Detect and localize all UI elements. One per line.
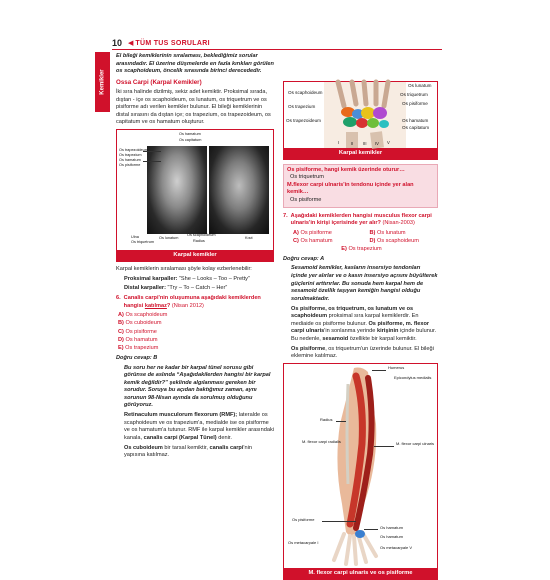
right-column	[283, 53, 438, 580]
hand-bones-illustration	[324, 82, 406, 148]
question-7-answer: Doğru cevap: A	[283, 255, 325, 262]
carpal-description: İki sıra halinde dizilmiş, sekiz adet kemiktir. Proksimal sırada, dıştan - içe os scaphoideum, os lunatum, os triquetrum ve os pisiforme adı verilen kemikler bulunur. El bileği kemiklerinin distal sırasını da dıştan içe; os trapezium, os trapezoideum, os capitatum ve os hamatum oluşturur.	[116, 89, 271, 126]
hand-label-os-capitatum: Os capitatum	[402, 125, 430, 130]
forearm-label-epicondylus: Epicondylus medialis	[394, 375, 432, 381]
intro-paragraph: El bileği kemiklerinin sıralaması, beklediğimiz sorular arasındadır. El üzerine düşmelerde en fazla kırıkları görülen os scaphoideum, öncelik sırasında birinci derecededir.	[116, 53, 274, 75]
header-title: TÜM TUS SORULARI	[135, 39, 210, 47]
hand-label-os-lunatum: Os lunatum	[408, 83, 432, 88]
sesamoid-note: Sesamoid kemikler, kasların insersiyo tendonları içinde yer alırlar ve o kasın insersiyo açısını büyülterek güçlerini arttırırlar. Bu sonuda hem karpal hem de sesamoid özellik taşıyan kemiğin hangisi olduğu sorulmaktadır.	[291, 265, 438, 302]
hand-roman-iv: IV	[375, 141, 379, 146]
page-header	[112, 38, 442, 50]
forearm-label-fcr: M. flexor carpi radialis	[302, 439, 341, 445]
chapter-side-tab-label: Kemikler	[99, 69, 106, 95]
question-6-option-e[interactable]: E) Os trapezium	[118, 345, 159, 352]
hand-roman-i: I	[338, 140, 340, 145]
question-6-option-a[interactable]: A) Os scaphoideum	[118, 312, 168, 319]
question-6-answer: Doğru cevap: B	[116, 354, 158, 361]
mnemonic-distal-label: Distal karpaller:	[124, 285, 166, 292]
hand-image-area	[284, 82, 437, 148]
question-6-number: 6.	[116, 294, 121, 301]
key-facts-box	[283, 164, 438, 208]
question-6-options	[116, 312, 274, 353]
key-fact-q1: Os pisiforme, hangi kemik üzerinde oturur…	[287, 166, 405, 173]
key-fact-a1: Os triquetrum	[290, 174, 324, 181]
question-7-options	[283, 230, 438, 247]
forearm-label-radius: Radius	[320, 417, 333, 423]
xray-image-left	[147, 146, 207, 234]
question-6-option-c[interactable]: C) Os pisiforme	[118, 328, 157, 335]
xray-label-os-capitatum: Os capitatum	[179, 138, 202, 143]
chapter-side-tab	[95, 52, 110, 112]
forearm-figure-caption: M. flexor carpi ulnaris ve os pisiforme	[284, 568, 437, 579]
section-title: Ossa Carpi (Karpal Kemikler)	[116, 78, 202, 86]
xray-label-os-triquetrum: Os triquetrum	[131, 240, 154, 245]
hand-label-os-hamatum: Os hamatum	[402, 118, 429, 123]
pisiforme-location-paragraph: Os pisiforme, os triquetrum'un üzerinde bulunur. El bileği eklemine katılmaz.	[291, 345, 434, 360]
forearm-label-os-hamatum: Os hamatum	[380, 525, 403, 531]
question-6	[116, 295, 274, 310]
key-fact-q2: M.flexor carpi ulnaris'in tendonu içinde yer alan kemik…	[287, 181, 414, 196]
hand-label-os-trapezoideum: Os trapezoideum	[286, 118, 321, 123]
forearm-muscles-illustration	[284, 364, 437, 568]
xray-image-area	[117, 130, 273, 250]
xray-image-right	[209, 146, 269, 234]
cuboideum-paragraph: Os cuboideum bir tarsal kemiktir, canalis carpi'nin yapısına katılmaz.	[124, 444, 252, 459]
hand-figure	[283, 81, 438, 160]
question-6-note: Bu soru her ne kadar bir karpal tünel sorusu gibi görünse de aslında “Aşağıdakilerden hangisi bir karpal kemik değildir?” şeklinde algılanması gereken bir sorudur. Soruya bu açıdan baktığımız zaman, aynı sorunun 98-Nisan ayında da sorulmuş olduğunu görüyoruz.	[124, 364, 271, 409]
hand-label-os-trapezium: Os trapezium	[288, 104, 316, 109]
mnemonic-distal	[116, 285, 274, 293]
question-7-option-e[interactable]: E) Os trapezium	[341, 246, 382, 253]
question-6-text: Canalis carpi'nin oluşumuna aşağıdaki kemiklerden hangisi katılmaz? (Nisan 2012)	[123, 294, 261, 309]
hand-label-os-pisiforme: Os pisiforme	[402, 101, 428, 106]
left-column	[116, 53, 274, 462]
question-7-option-b[interactable]: B) Os lunatum	[369, 229, 406, 236]
xray-label-os-pisiforme: Os pisiforme	[119, 163, 141, 168]
xray-label-os-hamatum-top: Os hamatum	[179, 132, 201, 137]
key-fact-a2: Os pisiforme	[290, 197, 322, 203]
forearm-image-area	[284, 364, 437, 568]
question-7-source: (Nisan-2003)	[382, 220, 415, 227]
question-6-option-d[interactable]: D) Os hamatum	[118, 337, 158, 344]
xray-label-os-trapezoideum: Os trapezoideum	[119, 148, 148, 153]
xray-label-ulna: Ulna	[131, 235, 139, 240]
question-7-option-a[interactable]: A) Os pisiforme	[293, 229, 332, 236]
hand-roman-ii: II	[351, 141, 354, 146]
question-7-option-d[interactable]: D) Os scaphoideum	[369, 237, 419, 244]
page-number: 10	[112, 38, 123, 49]
mnemonic-proximal	[116, 276, 274, 284]
forearm-label-os-pisiforme: Os pisiforme	[292, 517, 315, 523]
xray-label-os-trapezium: Os trapezium	[119, 153, 142, 158]
question-7-text: Aşağıdaki kemiklerden hangisi musculus flexor carpi ulnaris'in kirişi içerisinde yer alır? (Nisan-2003)	[290, 212, 432, 227]
mnemonic-intro: Karpal kemiklerin sıralaması şöyle kolay ezberlenebilir:	[116, 265, 252, 272]
xray-label-os-hamatum: Os hamatum	[119, 158, 141, 163]
xray-figure-caption: Karpal kemikler	[117, 250, 273, 261]
pisiforme-paragraph: Os pisiforme, os triquetrum, os lunatum ve os scaphoideum proksimal sıra karpal kemiklerdir. En mediaide os pisiforme bulunur. Os pisiforme, m. flexor carpi ulnaris'in sonlanma yerinde kirişinin içinde bulunur. Bu nedenle, sesamoid özellikte bir karpal kemiktir.	[291, 305, 437, 342]
header-arrow-icon: ◀	[128, 39, 134, 47]
xray-label-os-scaphoideum: Os scaphoideum	[187, 233, 216, 238]
question-6-option-b[interactable]: B) Os cuboideum	[118, 320, 162, 327]
forearm-label-fcu: M. flexor carpi ulnaris	[396, 441, 435, 447]
hand-roman-iii: III	[363, 141, 367, 146]
forearm-figure	[283, 363, 438, 580]
xray-label-radius: Radius	[193, 239, 205, 244]
xray-label-os-lunatum: Os lunatum	[159, 236, 179, 241]
mnemonic-distal-text: “Try – To – Catch – Her”	[167, 285, 228, 292]
forearm-label-metacarpale-v: Os metacarpale V	[380, 545, 413, 551]
forearm-label-humerus: Humerus	[388, 365, 405, 371]
hand-label-os-triquetrum: Os triquetrum	[400, 92, 428, 97]
question-6-source: (Nisan 2012)	[171, 302, 204, 309]
question-7	[283, 213, 438, 228]
hand-label-os-scaphoideum: Os scaphoideum	[288, 90, 323, 95]
retinaculum-paragraph: Retinaculum musculorum flexorum (RMF); lateralde os scaphoideum ve os trapezium'a, medialde ise os pisiforme ve os hamatum'a tutunur. RMF ile karpal kemikler arasındaki kanala, canalis carpi (Karpal Tünel) denir.	[124, 412, 274, 441]
question-7-number: 7.	[283, 212, 288, 219]
hand-figure-caption: Karpal kemikler	[284, 148, 437, 159]
xray-figure	[116, 129, 274, 262]
question-7-option-c[interactable]: C) Os hamatum	[293, 237, 333, 244]
mnemonic-proximal-label: Proksimal karpaller:	[124, 275, 178, 282]
forearm-label-hamulus: Os hamatum	[380, 534, 403, 540]
mnemonic-proximal-text: “She – Looks – Too – Pretty”	[179, 275, 250, 282]
forearm-label-metacarpale-i: Os metacarpale I	[288, 540, 319, 546]
hand-roman-v: V	[387, 140, 390, 145]
xray-label-kisit: Kısıt	[245, 236, 253, 241]
